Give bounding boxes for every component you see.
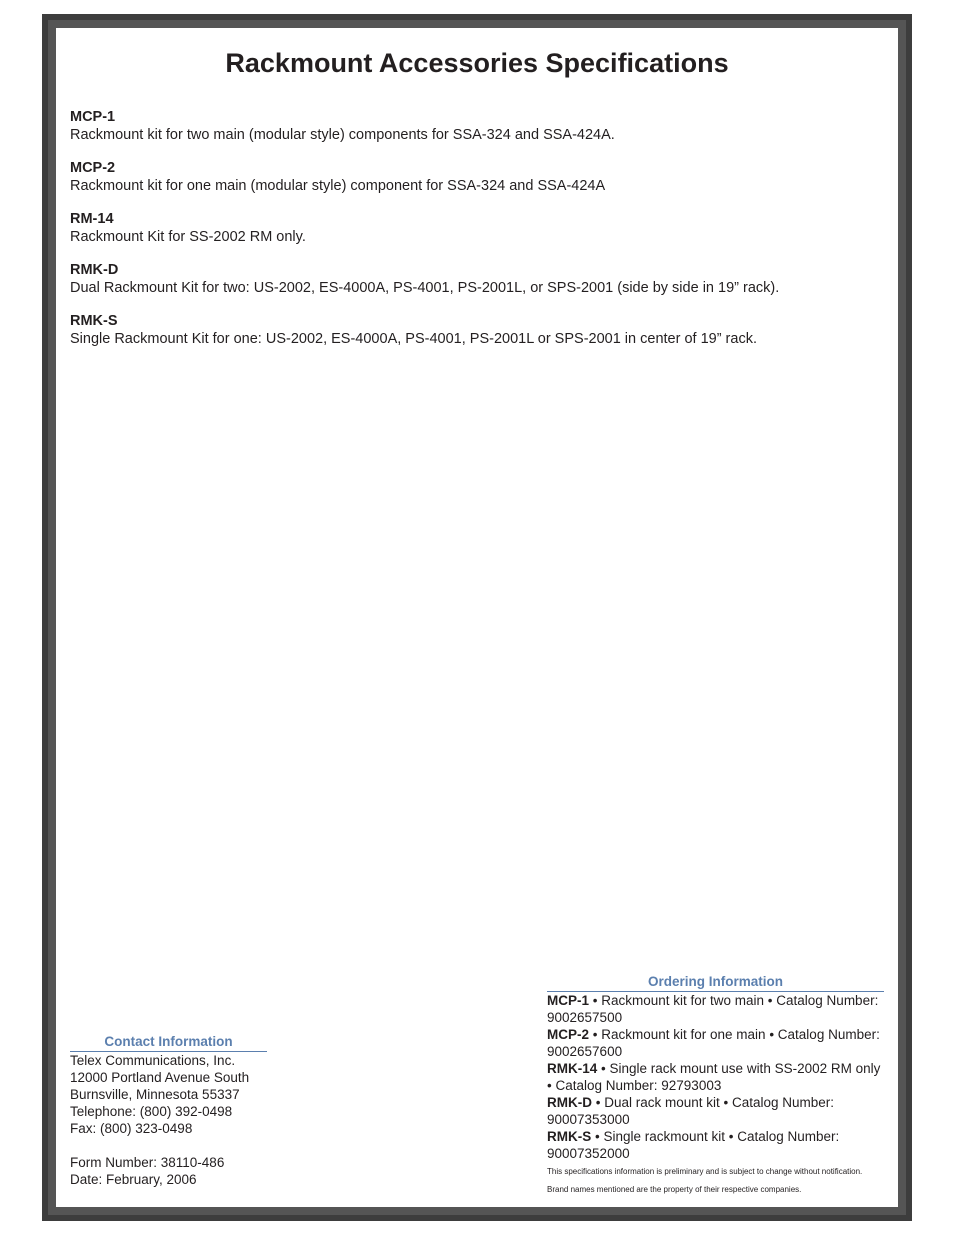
order-model: MCP-2 [547,1027,590,1042]
spec-name: RMK-D [70,262,119,278]
order-item [547,1094,884,1128]
spec-description: Single Rackmount Kit for one: US-2002, ES-4000A, PS-4001, PS-2001L or SPS-2001 in center of 19” rack. [70,331,757,347]
order-item [547,1128,884,1162]
order-model: RMK-S [547,1129,592,1144]
contact-information [70,1034,267,1188]
order-item [547,992,884,1026]
form-date: Date: February, 2006 [70,1172,197,1187]
order-item [547,1026,884,1060]
spec-item [70,210,890,246]
fax: Fax: (800) 323-0498 [70,1121,193,1136]
spec-list [70,108,890,363]
spec-item [70,108,890,144]
order-model: RMK-D [547,1095,592,1110]
spec-name: RMK-S [70,313,118,329]
telephone: Telephone: (800) 392-0498 [70,1104,233,1119]
spec-item [70,312,890,348]
spec-description: Rackmount Kit for SS-2002 RM only. [70,229,306,245]
spec-description: Dual Rackmount Kit for two: US-2002, ES-4000A, PS-4001, PS-2001L, or SPS-2001 (side by side in 19” rack). [70,280,780,296]
order-details: • Rackmount kit for one main • Catalog Number: 9002657600 [547,1027,880,1059]
spec-description: Rackmount kit for one main (modular style) component for SSA-324 and SSA-424A [70,178,606,194]
spec-name: MCP-1 [70,109,116,125]
order-details: • Dual rack mount kit • Catalog Number: 90007353000 [547,1095,835,1127]
spec-name: MCP-2 [70,160,116,176]
order-item [547,1060,884,1094]
trademark-text: Brand names mentioned are the property of their respective companies. [547,1185,802,1194]
order-model: MCP-1 [547,993,590,1008]
contact-heading: Contact Information [70,1034,267,1052]
form-number: Form Number: 38110-486 [70,1155,225,1170]
order-details: • Single rack mount use with SS-2002 RM only • Catalog Number: 92793003 [547,1061,881,1093]
spec-item [70,159,890,195]
spacer [70,1137,267,1154]
ordering-information [547,974,884,1199]
spec-description: Rackmount kit for two main (modular style) components for SSA-324 and SSA-424A. [70,127,615,143]
order-details: • Rackmount kit for two main • Catalog Number: 9002657500 [547,993,879,1025]
city-state-zip: Burnsville, Minnesota 55337 [70,1087,240,1102]
ordering-heading: Ordering Information [547,974,884,992]
page-title: Rackmount Accessories Specifications [225,48,729,78]
spec-name: RM-14 [70,211,114,227]
order-details: • Single rackmount kit • Catalog Number: 90007352000 [547,1129,840,1161]
company-name: Telex Communications, Inc. [70,1053,236,1068]
spec-item [70,261,890,297]
disclaimer-text: This specifications information is preliminary and is subject to change without notification. [547,1167,863,1176]
order-model: RMK-14 [547,1061,598,1076]
street-address: 12000 Portland Avenue South [70,1070,250,1085]
